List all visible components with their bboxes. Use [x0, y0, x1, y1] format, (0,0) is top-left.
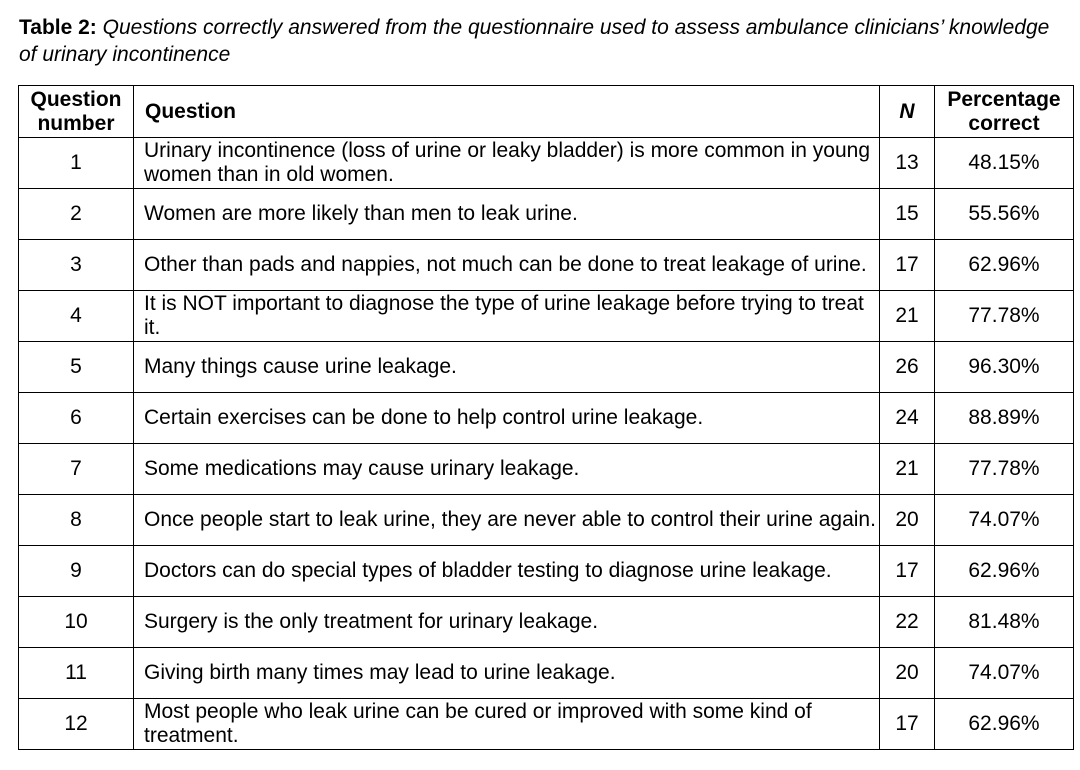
cell-question-text: Many things cause urine leakage.: [134, 342, 880, 393]
cell-percentage-correct: 88.89%: [935, 393, 1074, 444]
cell-question-number: 1: [19, 138, 134, 189]
table-row: [19, 189, 1074, 240]
table-row: [19, 240, 1074, 291]
cell-percentage-correct: 74.07%: [935, 648, 1074, 699]
cell-question-text: Most people who leak urine can be cured or improved with some kind of treatment.: [134, 699, 880, 750]
cell-n: 20: [880, 495, 935, 546]
table-row: [19, 546, 1074, 597]
table-caption: [19, 14, 1059, 68]
questions-table: [18, 85, 1074, 750]
cell-n: 22: [880, 597, 935, 648]
cell-n: 17: [880, 546, 935, 597]
cell-percentage-correct: 74.07%: [935, 495, 1074, 546]
cell-n: 20: [880, 648, 935, 699]
header-n: N: [880, 86, 935, 138]
table-row: [19, 597, 1074, 648]
cell-percentage-correct: 62.96%: [935, 699, 1074, 750]
cell-question-text: Urinary incontinence (loss of urine or leaky bladder) is more common in young women than in old women.: [134, 138, 880, 189]
cell-question-text: Surgery is the only treatment for urinary leakage.: [134, 597, 880, 648]
cell-percentage-correct: 62.96%: [935, 240, 1074, 291]
caption-label: Table 2:: [19, 16, 97, 39]
header-percentage-line1: Percentage: [947, 87, 1061, 111]
caption-text: Questions correctly answered from the questionnaire used to assess ambulance clinicians’ knowledge of urinary incontinence: [19, 16, 1050, 66]
header-question-number: [19, 86, 134, 138]
cell-n: 26: [880, 342, 935, 393]
cell-percentage-correct: 48.15%: [935, 138, 1074, 189]
cell-percentage-correct: 96.30%: [935, 342, 1074, 393]
header-percentage-line2: correct: [968, 111, 1040, 135]
cell-question-number: 10: [19, 597, 134, 648]
cell-n: 13: [880, 138, 935, 189]
cell-question-number: 5: [19, 342, 134, 393]
table-header-row: [19, 86, 1074, 138]
table-row: [19, 138, 1074, 189]
cell-question-text: Once people start to leak urine, they are never able to control their urine again.: [134, 495, 880, 546]
table-row: [19, 444, 1074, 495]
cell-question-number: 11: [19, 648, 134, 699]
cell-percentage-correct: 81.48%: [935, 597, 1074, 648]
cell-question-number: 4: [19, 291, 134, 342]
cell-n: 17: [880, 240, 935, 291]
header-question: Question: [134, 86, 880, 138]
cell-question-number: 9: [19, 546, 134, 597]
cell-n: 15: [880, 189, 935, 240]
table-row: [19, 342, 1074, 393]
cell-question-text: Some medications may cause urinary leakage.: [134, 444, 880, 495]
cell-percentage-correct: 62.96%: [935, 546, 1074, 597]
cell-question-number: 8: [19, 495, 134, 546]
cell-question-text: It is NOT important to diagnose the type of urine leakage before trying to treat it.: [134, 291, 880, 342]
cell-question-number: 3: [19, 240, 134, 291]
cell-question-number: 7: [19, 444, 134, 495]
table-row: [19, 699, 1074, 750]
header-question-number-line2: number: [37, 111, 115, 135]
cell-question-number: 12: [19, 699, 134, 750]
cell-question-number: 2: [19, 189, 134, 240]
cell-n: 17: [880, 699, 935, 750]
cell-n: 24: [880, 393, 935, 444]
cell-question-text: Certain exercises can be done to help control urine leakage.: [134, 393, 880, 444]
cell-question-text: Doctors can do special types of bladder testing to diagnose urine leakage.: [134, 546, 880, 597]
cell-n: 21: [880, 291, 935, 342]
cell-question-text: Giving birth many times may lead to urine leakage.: [134, 648, 880, 699]
cell-percentage-correct: 55.56%: [935, 189, 1074, 240]
header-question-number-line1: Question: [30, 87, 122, 111]
table-row: [19, 648, 1074, 699]
cell-question-number: 6: [19, 393, 134, 444]
table-row: [19, 495, 1074, 546]
table-row: [19, 393, 1074, 444]
header-percentage-correct: [935, 86, 1074, 138]
cell-n: 21: [880, 444, 935, 495]
table-row: [19, 291, 1074, 342]
cell-percentage-correct: 77.78%: [935, 291, 1074, 342]
cell-question-text: Other than pads and nappies, not much can be done to treat leakage of urine.: [134, 240, 880, 291]
cell-question-text: Women are more likely than men to leak urine.: [134, 189, 880, 240]
cell-percentage-correct: 77.78%: [935, 444, 1074, 495]
